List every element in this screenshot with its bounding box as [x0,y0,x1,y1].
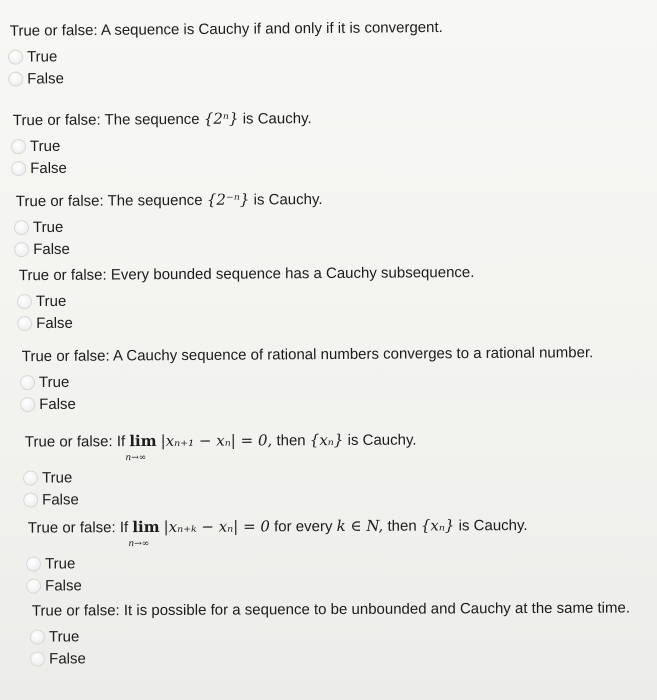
radio-button[interactable] [11,161,26,176]
option-label: True [26,47,58,66]
radio-button[interactable] [11,139,26,154]
question-prompt: True or false: The sequence [15,191,207,211]
question-text [22,343,642,367]
question-6 [25,428,645,510]
radio-button[interactable] [20,375,35,390]
math-sequence: {xₙ} [309,430,344,450]
math-expression: |xₙ₊₁ − xₙ| = 0, [160,431,273,450]
radio-button[interactable] [23,492,38,507]
question-prompt: True or false: A Cauchy sequence of rational numbers converges to a rational number. [21,344,594,366]
option-true[interactable] [28,549,648,574]
math-expression: |xₙ₊ₖ − xₙ| = 0 [163,517,270,536]
question-4 [19,262,639,334]
lim-subscript: n→∞ [128,538,150,550]
radio-button[interactable] [26,556,41,571]
question-suffix: is Cauchy. [343,431,417,449]
question-suffix: is Cauchy. [454,517,528,535]
question-3 [16,187,636,260]
option-false[interactable] [25,485,645,510]
question-prompt: True or false: It is possible for a sequence to be unbounded and Cauchy at the same time. [31,599,631,620]
lim-label: lim [132,517,160,537]
options [28,549,648,596]
option-label: False [30,159,67,177]
option-false[interactable] [19,308,639,334]
question-prompt: True or false: The sequence [12,110,204,130]
radio-button[interactable] [8,49,23,64]
radio-button[interactable] [26,578,41,593]
option-label: True [29,137,61,155]
question-prompt: True or false: If [27,519,133,537]
radio-button[interactable] [30,651,45,666]
question-text [13,106,633,131]
option-label: True [35,292,67,310]
option-label: True [44,554,76,573]
math-expression: {2ⁿ} [203,109,239,128]
option-label: False [36,314,73,332]
question-text [24,428,645,464]
option-false[interactable] [13,153,633,179]
option-false[interactable] [16,234,636,260]
lim-label: lim [129,431,157,451]
radio-button[interactable] [8,71,23,86]
limit-operator [125,431,157,464]
option-false[interactable] [22,389,642,415]
radio-button[interactable] [23,470,38,485]
options [32,622,652,669]
option-label: False [49,649,86,668]
question-text [16,187,636,212]
radio-button[interactable] [17,316,32,331]
question-2 [13,106,633,179]
option-label: False [39,395,76,413]
radio-button[interactable] [20,397,35,412]
options [22,367,642,415]
question-8 [32,598,652,669]
question-middle: then [272,432,310,450]
lim-subscript: n→∞ [125,452,147,464]
question-text [19,262,639,286]
options [16,212,636,260]
math-k-in-n: k ∈ N, [336,516,384,536]
options [13,131,633,179]
option-label: True [32,218,64,236]
question-text [10,16,630,41]
option-false[interactable] [32,644,652,669]
question-5 [22,343,642,415]
option-false[interactable] [28,571,648,596]
option-label: True [38,373,70,391]
radio-button[interactable] [14,242,29,257]
option-label: False [33,240,70,258]
radio-button[interactable] [17,294,32,309]
option-true[interactable] [25,463,645,488]
question-middle: for every [269,518,337,536]
question-suffix: is Cauchy. [249,191,323,209]
option-label: True [41,468,73,487]
options [19,286,639,334]
question-7 [28,514,648,596]
option-label: True [48,627,80,646]
options [25,463,645,510]
question-prompt: True or false: Every bounded sequence has a Cauchy subsequence. [18,263,475,285]
math-expression: {2⁻ⁿ} [206,190,250,209]
radio-button[interactable] [30,629,45,644]
limit-operator [128,517,160,550]
question-text [32,598,652,621]
radio-button[interactable] [14,220,29,235]
math-sequence: {xₙ} [420,516,455,535]
option-label: False [45,576,82,595]
options [10,40,630,89]
question-middle-2: then [383,517,421,535]
option-label: False [42,490,79,509]
option-true[interactable] [32,622,652,647]
option-label: False [27,69,64,88]
option-false[interactable] [10,62,630,89]
question-1 [10,16,631,89]
question-suffix: is Cauchy. [238,110,312,128]
question-prompt: True or false: A sequence is Cauchy if and only if it is convergent. [9,18,443,40]
question-text [27,514,648,550]
question-prompt: True or false: If [24,433,130,451]
